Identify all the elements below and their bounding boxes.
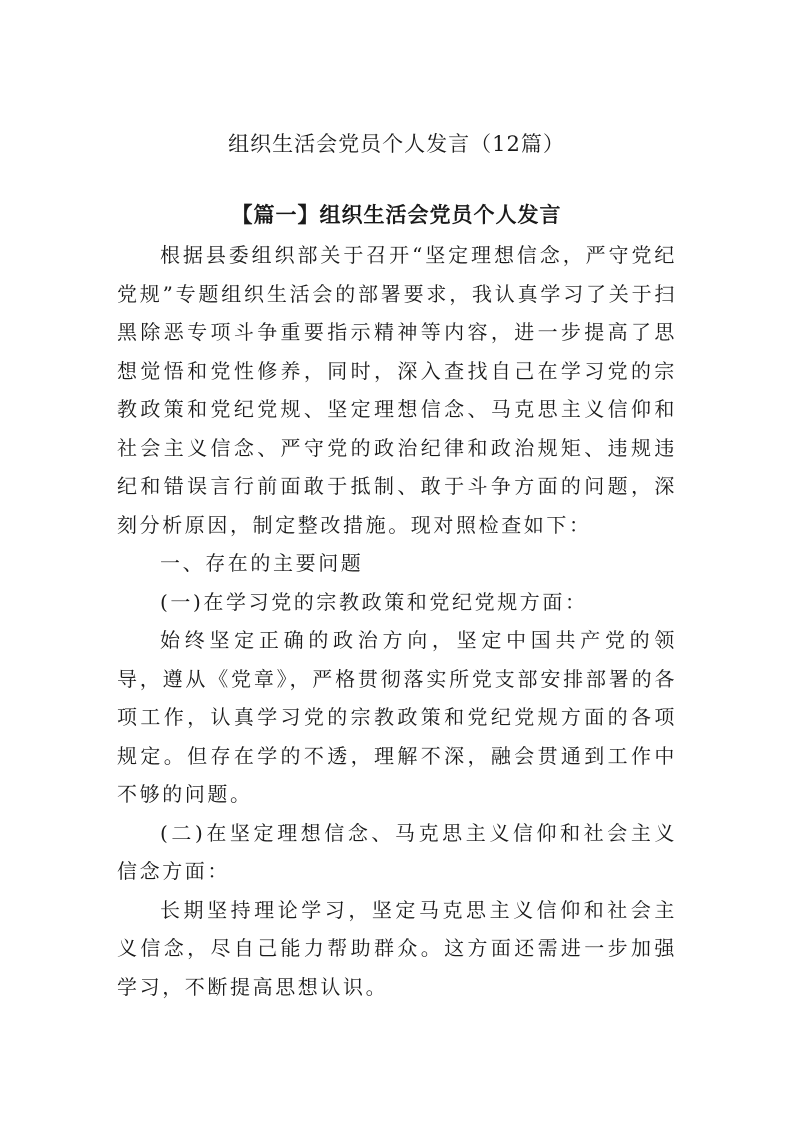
document-title: 组织生活会党员个人发言（12篇） bbox=[228, 132, 565, 156]
paragraph-intro: 根据县委组织部关于召开“坚定理想信念，严守党纪党规”专题组织生活会的部署要求，我认真学习了关于扫黑除恶专项斗争重要指示精神等内容，进一步提高了思想觉悟和党性修养，同时，深入查找自己在学习党的宗教政策和党纪党规、坚定理想信念、马克思主义信仰和社会主义信念、严守党的政治纪律和政治规矩、违规违纪和错误言行前面敢于抵制、敢于斗争方面的问题，深刻分析原因，制定整改措施。现对照检查如下： bbox=[117, 243, 677, 537]
document-body bbox=[117, 236, 677, 1006]
subheading-ideals-beliefs: (二)在坚定理想信念、马克思主义信仰和社会主义信念方面： bbox=[117, 820, 677, 883]
paragraph-party-discipline: 始终坚定正确的政治方向，坚定中国共产党的领导，遵从《党章》，严格贯彻落实所党支部安排部署的各项工作，认真学习党的宗教政策和党纪党规方面的各项规定。但存在学的不透，理解不深，融会贯通到工作中不够的问题。 bbox=[117, 628, 677, 806]
heading-main-problems: 一、存在的主要问题 bbox=[160, 551, 364, 575]
paragraph-ideals-beliefs: 长期坚持理论学习，坚定马克思主义信仰和社会主义信念，尽自己能力帮助群众。这方面还需进一步加强学习，不断提高思想认识。 bbox=[117, 897, 677, 999]
subheading-party-discipline: (一)在学习党的宗教政策和党纪党规方面： bbox=[160, 589, 588, 614]
section-heading: 【篇一】组织生活会党员个人发言 bbox=[231, 202, 562, 227]
